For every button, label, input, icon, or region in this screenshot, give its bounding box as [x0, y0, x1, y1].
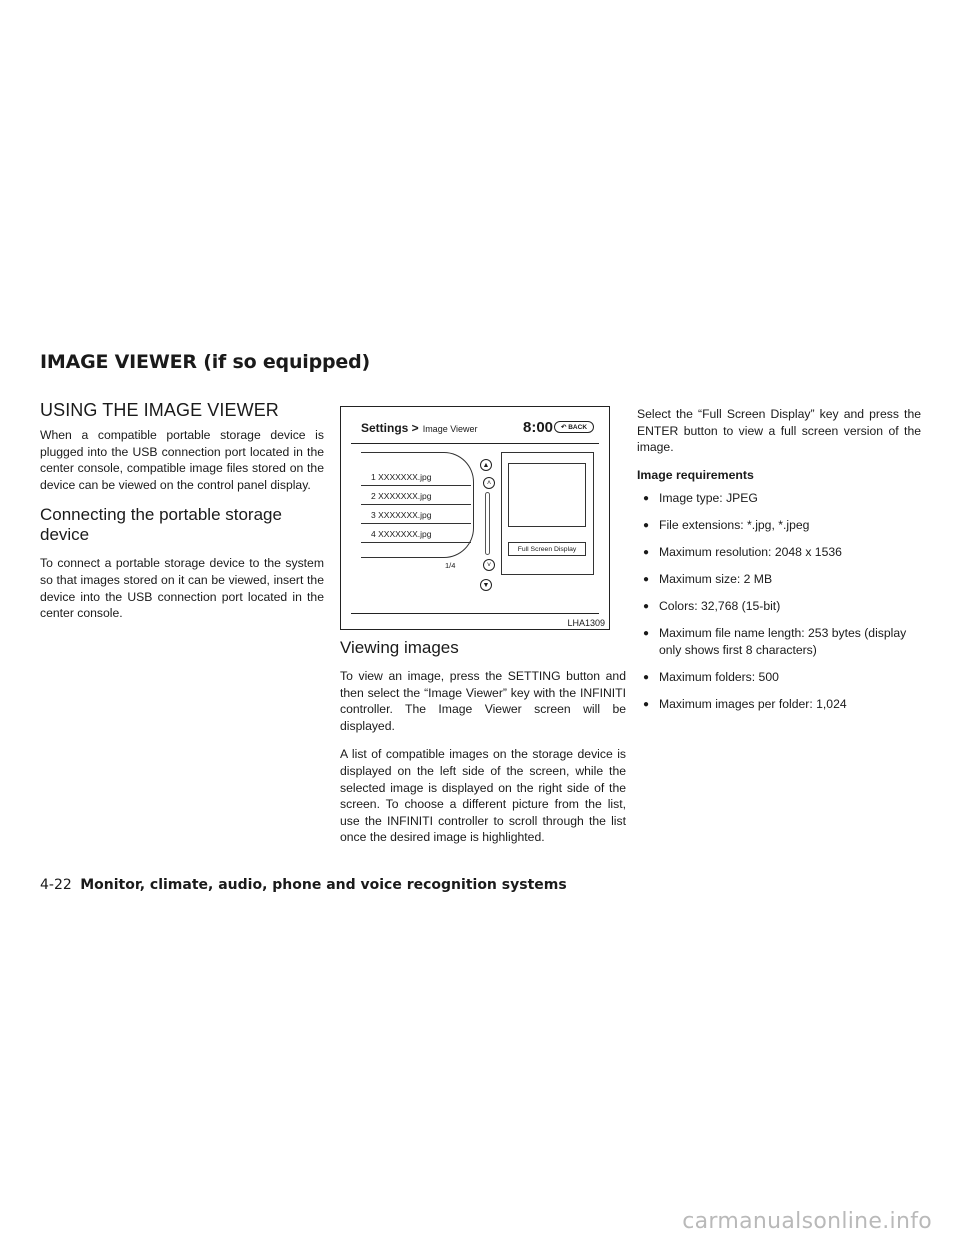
heading-using-image-viewer: USING THE IMAGE VIEWER: [40, 400, 279, 420]
list-item: ● File extensions: *.jpg, *.jpeg: [637, 517, 921, 534]
back-button-label: BACK: [568, 424, 588, 431]
list-item: ● Maximum file name length: 253 bytes (display only shows first 8 characters): [637, 625, 921, 659]
column-middle: [340, 634, 626, 858]
list-item-number: 3: [371, 510, 376, 520]
connect-paragraph: To connect a portable storage device to the system so that images stored on it can be viewed, insert the device into the USB connection port located in the center console.: [40, 556, 324, 621]
image-list-item: [361, 506, 471, 524]
list-item-number: 1: [371, 472, 376, 482]
list-item-name: XXXXXXX.jpg: [378, 529, 432, 539]
column-left: [40, 400, 324, 634]
full-screen-display-button: Full Screen Display: [508, 542, 586, 556]
image-list-item: [361, 525, 471, 543]
screen-clock: 8:00: [523, 419, 554, 436]
list-item: ● Colors: 32,768 (15-bit): [637, 598, 921, 615]
section-title: IMAGE VIEWER (if so equipped): [40, 351, 370, 373]
requirements-list: [637, 490, 921, 713]
watermark: carmanualsonline.info: [682, 1209, 932, 1234]
back-arrow-icon: ↶: [560, 424, 567, 431]
list-item-name: XXXXXXX.jpg: [378, 510, 432, 520]
list-item: ● Maximum images per folder: 1,024: [637, 696, 921, 713]
figure-header-divider: [351, 443, 599, 444]
list-item-name: XXXXXXX.jpg: [378, 491, 432, 501]
scroll-up-icon: ˄: [483, 477, 495, 489]
figure-label: LHA1309: [567, 618, 605, 628]
list-item: ● Maximum folders: 500: [637, 669, 921, 686]
full-screen-paragraph: Select the “Full Screen Display” key and press the ENTER button to view a full screen version of the image.: [637, 407, 921, 455]
image-viewer-screen-figure: [340, 406, 610, 630]
page-indicator: 1/4: [445, 561, 456, 570]
scroll-down-icon: ˅: [483, 559, 495, 571]
figure-footer-divider: [351, 613, 599, 614]
page-number: 4-22: [40, 877, 72, 893]
back-button: [554, 421, 594, 433]
requirements-heading: Image requirements: [637, 467, 754, 482]
column-right: [637, 406, 921, 723]
page-up-icon: ▲: [480, 459, 492, 471]
chapter-title: Monitor, climate, audio, phone and voice recognition systems: [80, 877, 567, 893]
image-list-item: [361, 487, 471, 505]
list-item: ● Maximum resolution: 2048 x 1536: [637, 544, 921, 561]
heading-viewing-images: Viewing images: [340, 638, 459, 657]
image-preview: [508, 463, 586, 527]
list-item: ● Image type: JPEG: [637, 490, 921, 507]
screen-title-settings: Settings >: [361, 421, 419, 435]
list-item-number: 2: [371, 491, 376, 501]
viewing-paragraph-2: A list of compatible images on the storage device is displayed on the left side of the screen, while the selected image is displayed on the right side of the screen. To choose a different picture from the list, use the INFINITI controller to scroll through the list once the desired image is highlighted.: [340, 747, 626, 845]
viewing-paragraph-1: To view an image, press the SETTING button and then select the “Image Viewer” key with the INFINITI controller. The Image Viewer screen will be displayed.: [340, 669, 626, 733]
page-down-icon: ▼: [480, 579, 492, 591]
image-list-item: [361, 468, 471, 486]
heading-connecting-device: Connecting the portable storage device: [40, 505, 282, 545]
intro-paragraph: When a compatible portable storage device is plugged into the USB connection port located in the center console, compatible image files stored on the device can be viewed on the control panel display.: [40, 428, 324, 492]
list-item-number: 4: [371, 529, 376, 539]
list-item-name: XXXXXXX.jpg: [378, 472, 432, 482]
page-footer: [40, 877, 567, 893]
screen-title: [361, 421, 478, 435]
screen-title-image-viewer: Image Viewer: [422, 424, 478, 434]
list-item: ● Maximum size: 2 MB: [637, 571, 921, 588]
scrollbar-track: [485, 492, 490, 555]
